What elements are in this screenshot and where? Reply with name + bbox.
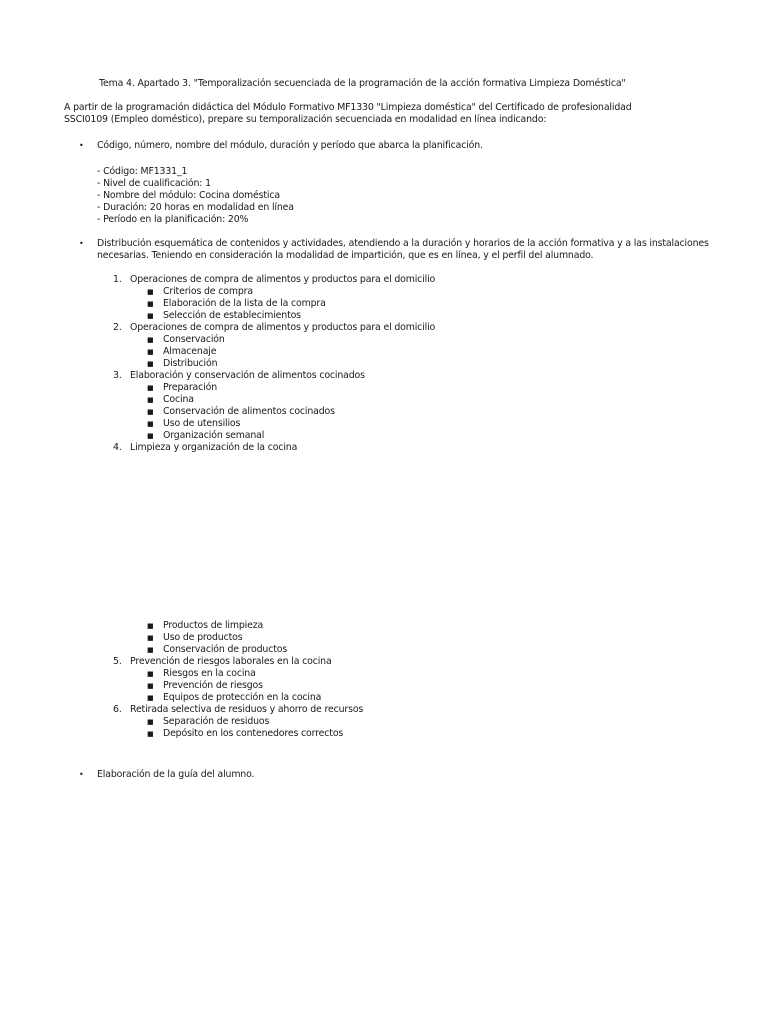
units-list-continued: [113, 620, 363, 740]
subitem-text: Cocina: [163, 394, 194, 405]
square-bullet-icon: ■: [147, 408, 154, 416]
square-bullet-icon: ■: [147, 634, 154, 642]
unit-number: 1.: [113, 274, 122, 285]
subitem-text: Riesgos en la cocina: [163, 668, 256, 679]
unit-subitem: [113, 728, 363, 740]
subitem-text: Uso de utensilios: [163, 418, 241, 429]
bullet-item: [79, 140, 719, 152]
bullet-text: Distribución esquemática de contenidos y actividades, atendiendo a la duración y horarios de la acción formativa y a las instalaciones necesarias. Teniendo en consideración la modalidad de impartición, que es en línea, y el perfil del alumnado.: [97, 238, 709, 261]
square-bullet-icon: ■: [147, 432, 154, 440]
module-info-list: [97, 166, 294, 226]
bullet-text: Código, número, nombre del módulo, duración y período que abarca la planificación.: [97, 140, 483, 151]
intro-line: SSCI0109 (Empleo doméstico), prepare su temporalización secuenciada en modalidad en línea indicando:: [64, 114, 547, 125]
bullet-dot-icon: •: [79, 141, 84, 150]
unit-subitem: [113, 680, 363, 692]
unit-heading: [113, 322, 435, 334]
subitem-text: Organización semanal: [163, 430, 265, 441]
bullet-item: [79, 238, 719, 262]
unit-heading: [113, 656, 363, 668]
unit-subitem: [113, 298, 435, 310]
unit-subitem: [113, 692, 363, 704]
unit-number: 3.: [113, 370, 122, 381]
unit-subitem: [113, 406, 435, 418]
unit-number: 6.: [113, 704, 122, 715]
unit-subitem: [113, 310, 435, 322]
square-bullet-icon: ■: [147, 682, 154, 690]
unit-subitem: [113, 334, 435, 346]
unit-heading: [113, 442, 435, 454]
unit-title: Prevención de riesgos laborales en la cocina: [130, 656, 332, 667]
module-info-item: - Código: MF1331_1: [97, 166, 188, 177]
unit-subitem: [113, 632, 363, 644]
square-bullet-icon: ■: [147, 288, 154, 296]
subitem-text: Depósito en los contenedores correctos: [163, 728, 344, 739]
subitem-text: Uso de productos: [163, 632, 243, 643]
document-title: Tema 4. Apartado 3. "Temporalización secuenciada de la programación de la acción formativa Limpieza Doméstica": [99, 78, 626, 89]
unit-number: 2.: [113, 322, 122, 333]
square-bullet-icon: ■: [147, 348, 154, 356]
bullet-dot-icon: •: [79, 770, 84, 779]
module-info-item: - Duración: 20 horas en modalidad en línea: [97, 202, 294, 213]
unit-subitem: [113, 668, 363, 680]
bullet-item: [79, 769, 719, 781]
square-bullet-icon: ■: [147, 694, 154, 702]
module-info-item: - Período en la planificación: 20%: [97, 214, 249, 225]
unit-subitem: [113, 382, 435, 394]
subitem-text: Separación de residuos: [163, 716, 270, 727]
square-bullet-icon: ■: [147, 312, 154, 320]
unit-title: Elaboración y conservación de alimentos cocinados: [130, 370, 365, 381]
unit-subitem: [113, 716, 363, 728]
subitem-text: Distribución: [163, 358, 218, 369]
subitem-text: Elaboración de la lista de la compra: [163, 298, 326, 309]
subitem-text: Equipos de protección en la cocina: [163, 692, 322, 703]
square-bullet-icon: ■: [147, 622, 154, 630]
subitem-text: Selección de establecimientos: [163, 310, 301, 321]
unit-subitem: [113, 346, 435, 358]
unit-subitem: [113, 644, 363, 656]
subitem-text: Criterios de compra: [163, 286, 253, 297]
subitem-text: Preparación: [163, 382, 217, 393]
square-bullet-icon: ■: [147, 336, 154, 344]
bullet-text: Elaboración de la guía del alumno.: [97, 769, 255, 780]
square-bullet-icon: ■: [147, 670, 154, 678]
subitem-text: Prevención de riesgos: [163, 680, 263, 691]
unit-title: Limpieza y organización de la cocina: [130, 442, 298, 453]
subitem-text: Conservación: [163, 334, 225, 345]
unit-subitem: [113, 430, 435, 442]
unit-heading: [113, 704, 363, 716]
square-bullet-icon: ■: [147, 384, 154, 392]
unit-subitem: [113, 394, 435, 406]
unit-number: 5.: [113, 656, 122, 667]
subitem-text: Conservación de alimentos cocinados: [163, 406, 335, 417]
unit-subitem: [113, 620, 363, 632]
unit-heading: [113, 370, 435, 382]
square-bullet-icon: ■: [147, 646, 154, 654]
unit-title: Operaciones de compra de alimentos y productos para el domicilio: [130, 322, 436, 333]
square-bullet-icon: ■: [147, 718, 154, 726]
intro-paragraph: [64, 102, 714, 126]
units-list: [113, 274, 435, 454]
unit-title: Retirada selectiva de residuos y ahorro de recursos: [130, 704, 364, 715]
square-bullet-icon: ■: [147, 420, 154, 428]
square-bullet-icon: ■: [147, 730, 154, 738]
module-info-item: - Nombre del módulo: Cocina doméstica: [97, 190, 280, 201]
unit-number: 4.: [113, 442, 122, 453]
square-bullet-icon: ■: [147, 300, 154, 308]
bullet-dot-icon: •: [79, 239, 84, 248]
unit-subitem: [113, 358, 435, 370]
square-bullet-icon: ■: [147, 360, 154, 368]
unit-subitem: [113, 286, 435, 298]
subitem-text: Conservación de productos: [163, 644, 288, 655]
unit-heading: [113, 274, 435, 286]
subitem-text: Almacenaje: [163, 346, 217, 357]
subitem-text: Productos de limpieza: [163, 620, 264, 631]
unit-title: Operaciones de compra de alimentos y productos para el domicilio: [130, 274, 436, 285]
module-info-item: - Nivel de cualificación: 1: [97, 178, 211, 189]
square-bullet-icon: ■: [147, 396, 154, 404]
unit-subitem: [113, 418, 435, 430]
intro-line: A partir de la programación didáctica del Módulo Formativo MF1330 "Limpieza doméstica" del Certificado de profesionalidad: [64, 102, 632, 113]
